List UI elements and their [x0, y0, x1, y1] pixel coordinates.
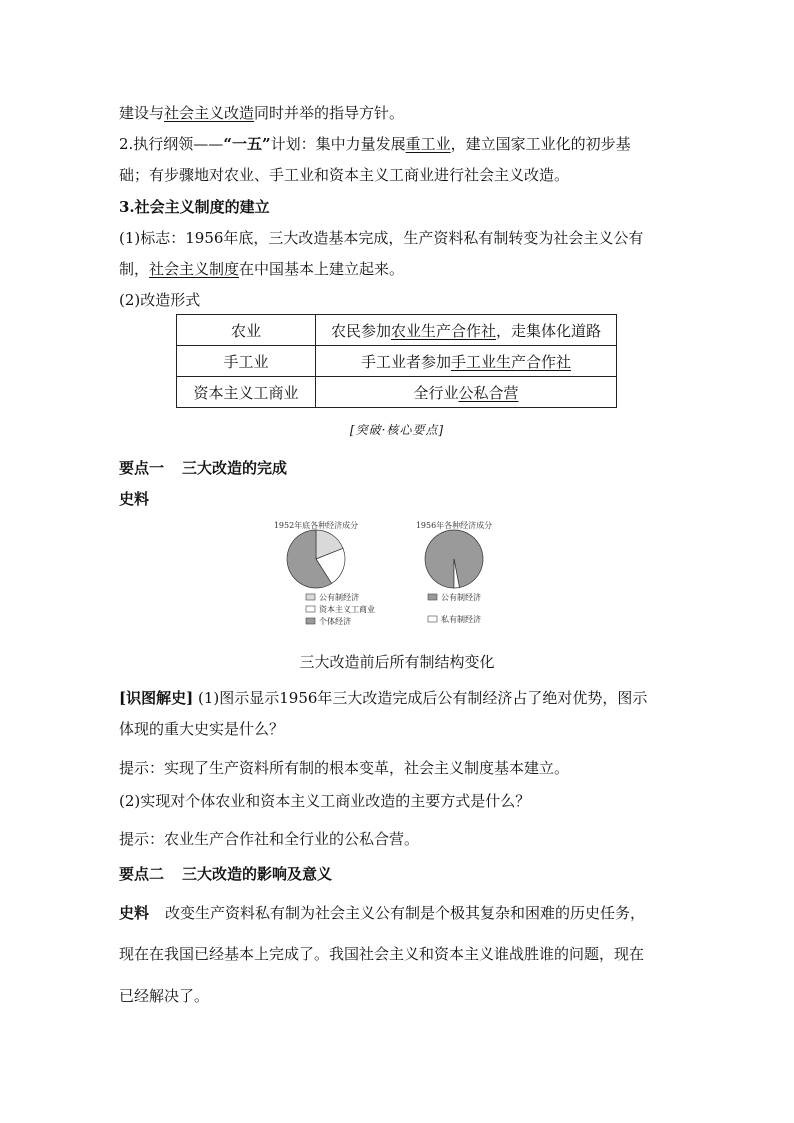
chart-caption: 三大改造前后所有制结构变化 — [299, 653, 495, 671]
legend-swatch-capitalist — [306, 606, 315, 612]
table-cell-sector: 资本主义工商业 — [177, 377, 316, 408]
analysis-question-1-cont: 体现的重大史实是什么？ — [119, 720, 285, 738]
table-cell-form — [316, 315, 617, 346]
source-text-2: 现在在我国已经基本上完成了。我国社会主义和资本主义谁战胜谁的问题，现在 — [119, 945, 645, 963]
chart-title-1952: 1952年底各种经济成分 — [273, 521, 359, 530]
table-cell-form — [316, 377, 617, 408]
legend-label: 资本主义工商业 — [319, 605, 375, 614]
text-line-6 — [119, 259, 404, 279]
text-line-1 — [119, 103, 404, 123]
point-title: 三大改造的影响及意义 — [182, 865, 333, 883]
legend-label: 私有制经济 — [441, 615, 481, 624]
point-heading-2 — [119, 864, 332, 884]
legend-swatch-individual — [306, 618, 315, 624]
text-span: 在中国基本上建立起来。 — [239, 260, 405, 278]
analysis-answer-2: 提示：农业生产合作社和全行业的公私合营。 — [119, 830, 420, 848]
source-label: 史料 — [119, 490, 150, 508]
underlined-term: 公私合营 — [458, 383, 519, 402]
text-span: (1)图示显示1956年三大改造完成后公有制经济占了绝对优势，图示 — [197, 689, 648, 707]
section-banner: [突破·核心要点] — [349, 423, 445, 437]
text-line-2 — [119, 134, 631, 154]
underlined-term: 社会主义改造 — [164, 104, 255, 122]
chart-title-1956: 1956年各种经济成分 — [415, 521, 493, 530]
point-heading-1 — [119, 458, 287, 478]
pie-1952 — [287, 530, 345, 588]
text-span: 建设与 — [119, 104, 165, 122]
legend-label: 公有制经济 — [441, 593, 481, 602]
text-span: 改变生产资料私有制为社会主义公有制是个极其复杂和困难的历史任务， — [165, 904, 646, 922]
underlined-term: 农业生产合作社 — [390, 321, 496, 340]
analysis-question-2: (2)实现对个体农业和资本主义工商业改造的主要方式是什么？ — [119, 792, 531, 810]
point-title: 三大改造的完成 — [182, 459, 288, 477]
analysis-answer-1: 提示：实现了生产资料所有制的根本变革，社会主义制度基本建立。 — [119, 759, 570, 777]
point-label: 要点一 — [119, 459, 165, 477]
pie-1956 — [425, 530, 483, 588]
underlined-term: 手工业生产合作社 — [451, 352, 572, 371]
source-text-3: 已经解决了。 — [119, 987, 210, 1005]
text-span: 农民参加 — [330, 321, 391, 340]
section-heading: 3.社会主义制度的建立 — [119, 198, 270, 216]
legend-swatch-private — [428, 616, 437, 622]
point-label: 要点二 — [119, 865, 165, 883]
table-row — [177, 377, 617, 408]
text-line-7: (2)改造形式 — [119, 291, 201, 309]
underlined-term: 社会主义制度 — [149, 260, 240, 278]
text-span: 手工业者参加 — [360, 352, 451, 371]
text-span: 制， — [119, 260, 150, 278]
ownership-pie-charts — [270, 516, 530, 632]
source-text-1 — [119, 903, 645, 923]
legend-label: 个体经济 — [319, 617, 351, 626]
table-cell-sector: 农业 — [177, 315, 316, 346]
analysis-tag: [识图解史] — [119, 689, 194, 707]
underlined-term: 重工业 — [405, 135, 451, 153]
text-span: 全行业 — [413, 383, 459, 402]
reform-table — [176, 314, 617, 408]
table-row — [177, 315, 617, 346]
legend-swatch-public — [428, 594, 437, 600]
text-span: 计划：集中力量发展 — [270, 135, 406, 153]
legend-swatch-public — [306, 594, 315, 600]
text-span: ，建立国家工业化的初步基 — [450, 135, 631, 153]
bold-term: “一五” — [223, 135, 271, 153]
source-label: 史料 — [119, 904, 150, 922]
legend-label: 公有制经济 — [319, 593, 359, 602]
analysis-question-1 — [119, 688, 647, 708]
table-cell-form — [316, 346, 617, 377]
text-line-3: 础；有步骤地对农业、手工业和资本主义工商业进行社会主义改造。 — [119, 166, 570, 184]
text-span: 同时并举的指导方针。 — [254, 104, 405, 122]
table-row — [177, 346, 617, 377]
table-cell-sector: 手工业 — [177, 346, 316, 377]
text-span: 2.执行纲领—— — [119, 135, 224, 153]
text-line-5: (1)标志：1956年底，三大改造基本完成，生产资料私有制转变为社会主义公有 — [119, 229, 644, 247]
text-span: ，走集体化道路 — [496, 321, 602, 340]
